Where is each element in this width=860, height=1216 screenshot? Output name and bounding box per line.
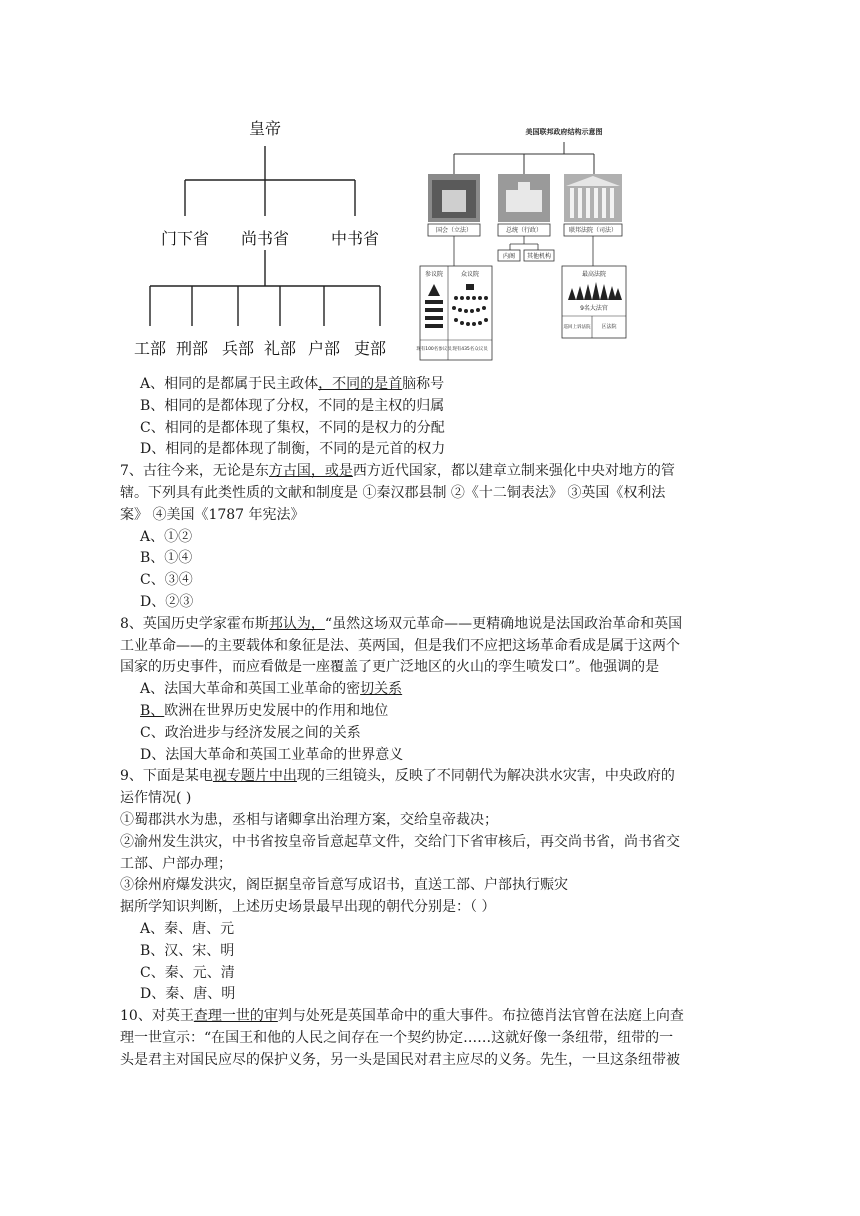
text-segment: A、相同的是都属于民主政体 [140,376,319,392]
court-sub: 9名大法官 [580,305,608,312]
text-segment: B、相同的是都体现了分权，不同的是主权的归属 [140,397,445,414]
text-segment: D、相同的是都体现了制衡，不同的是元首的权力 [140,441,446,458]
text-segment: 9、下面是某电 [120,768,213,785]
branch-label: 总统（行政） [505,227,543,234]
text-segment: D、秦、唐、明 [140,986,236,1003]
text-line [120,1028,740,1050]
text-segment: ②渝州发生洪灾，中书省按皇帝旨意起草文件，交给门下省审核后，再交尚书省，尚书省交 [120,833,680,850]
text-segment: C、相同的是都体现了集权，不同的是权力的分配 [140,419,445,436]
text-segment: A、①② [140,528,193,545]
text-line [120,418,740,440]
text-segment: 7、古往今来，无论是东 [120,463,269,480]
text-segment: B、①④ [140,550,193,567]
court-title: 最高法院 [581,271,607,278]
text-line [120,854,740,876]
text-segment: D、②③ [140,593,194,610]
text-line [120,1006,740,1028]
branch-label: 联邦法院（司法） [568,227,618,234]
underlined-segment: ，不同的是首 [318,376,403,392]
text-line [120,548,740,570]
text-line [120,897,740,919]
text-segment: 辖。下列具有此类性质的文献和制度是 ①秦汉郡县制 ②《十二铜表法》 ③英国《权利法 [120,484,666,501]
text-segment: C、③④ [140,572,193,589]
text-segment: 据所学知识判断，上述历史场景最早出现的朝代分别是：（ ） [120,899,496,916]
underlined-segment: B、 [140,702,165,719]
court-part: 区法院 [601,324,617,330]
text-line [120,679,740,701]
text-line [120,766,740,788]
text-segment: C、秦、元、清 [140,964,235,981]
text-segment: 欧洲在世界历史发展中的作用和地位 [164,702,389,719]
text-segment: A、法国大革命和英国工业革命的密 [140,681,361,698]
us-chart-title: 美国联邦政府结构示意图 [525,128,603,136]
text-segment: 脑称号 [402,376,445,392]
text-line [120,614,740,636]
exec-part: 其他机构 [526,253,552,260]
text-line [120,745,740,767]
congress-part: 参议院 [424,271,444,278]
text-segment: 运作情况( ) [120,790,192,807]
text-line [120,919,740,941]
text-line [120,832,740,854]
congress-part: 众议院 [460,271,480,278]
ministry-node: 吏部 [353,339,387,358]
text-line [120,570,740,592]
text-line [120,941,740,963]
text-segment: ③徐州府爆发洪灾，阁臣据皇帝旨意写成诏书，直送工部、户部执行赈灾 [120,877,568,894]
text-segment: 西方近代国家，都以建章立制来强化中央对地方的管 [352,463,675,480]
text-line [120,636,740,658]
ministry-node: 工部 [133,339,167,358]
text-line [120,439,740,461]
text-segment: B、汉、宋、明 [140,942,235,959]
text-segment: 理一世宣示：“在国王和他的人民之间存在一个契约协定……这就好像一条纽带，纽带的一 [120,1029,674,1046]
us-government-chart [414,120,724,365]
text-line [120,505,740,527]
text-line [120,592,740,614]
underlined-segment: 视专题片中出 [212,768,297,785]
ministry-node: 兵部 [221,339,255,358]
text-segment: “虽然这场双元革命——更精确地说是法国政治革命和英国 [324,615,683,632]
court-part: 巡回上诉法院 [563,325,591,330]
department-node: 门下省 [160,229,210,248]
text-segment: A、秦、唐、元 [140,920,235,937]
text-segment: 判与处死是英国革命中的重大事件。布拉德肖法官曾在法庭上向查 [277,1008,684,1025]
text-segment: 案》 ④美国《1787 年宪法》 [120,506,305,523]
text-segment: 10、对英王 [120,1008,194,1025]
underlined-segment: 切关系 [360,681,403,698]
text-line [120,657,740,679]
branch-label: 国会（立法） [435,227,473,234]
text-segment: ①蜀郡洪水为患，丞相与诸卿拿出治理方案，交给皇帝裁决； [120,811,498,828]
exec-part: 内阁 [502,253,516,260]
congress-count: 现有435名众议员 [452,347,488,352]
ministry-node: 礼部 [263,339,297,358]
congress-detail-box [420,266,492,360]
three-departments-chart [130,108,390,368]
text-line [120,984,740,1006]
text-line [120,810,740,832]
text-line [120,374,740,396]
text-segment: 国家的历史事件，而应看做是一座覆盖了更广泛地区的火山的孪生喷发口”。他强调的是 [120,659,660,676]
text-line [120,527,740,549]
underlined-segment: 查理一世的审 [193,1008,278,1025]
text-segment: 现的三组镜头，反映了不同朝代为解决洪水灾害，中央政府的 [296,768,675,785]
text-segment: 8、英国历史学家霍布斯 [120,615,269,632]
text-segment: C、政治进步与经济发展之间的关系 [140,724,361,741]
text-line [120,701,740,723]
underlined-segment: 邦认为， [268,615,325,632]
text-line [120,461,740,483]
emperor-node: 皇帝 [248,119,282,138]
department-node: 中书省 [330,229,380,248]
text-segment: 工部、户部办理； [120,855,232,872]
text-segment: 工业革命——的主要载体和象征是法、英两国，但是我们不应把这场革命看成是属于这两个 [120,637,680,654]
text-line [120,723,740,745]
text-segment: 头是君主对国民应尽的保护义务，另一头是国民对君主应尽的义务。先生，一旦这条纽带被 [120,1051,680,1068]
text-line [120,1050,740,1072]
text-line [120,963,740,985]
text-line [120,483,740,505]
text-segment: D、法国大革命和英国工业革命的世界意义 [140,746,404,763]
question-text [120,374,740,1072]
department-node: 尚书省 [240,229,290,248]
ministry-node: 户部 [307,339,341,358]
text-line [120,396,740,418]
text-line [120,875,740,897]
text-line [120,788,740,810]
congress-count: 现有100名参议员 [416,347,452,352]
ministry-node: 刑部 [175,339,209,358]
underlined-segment: 方古国，或是 [268,463,353,480]
